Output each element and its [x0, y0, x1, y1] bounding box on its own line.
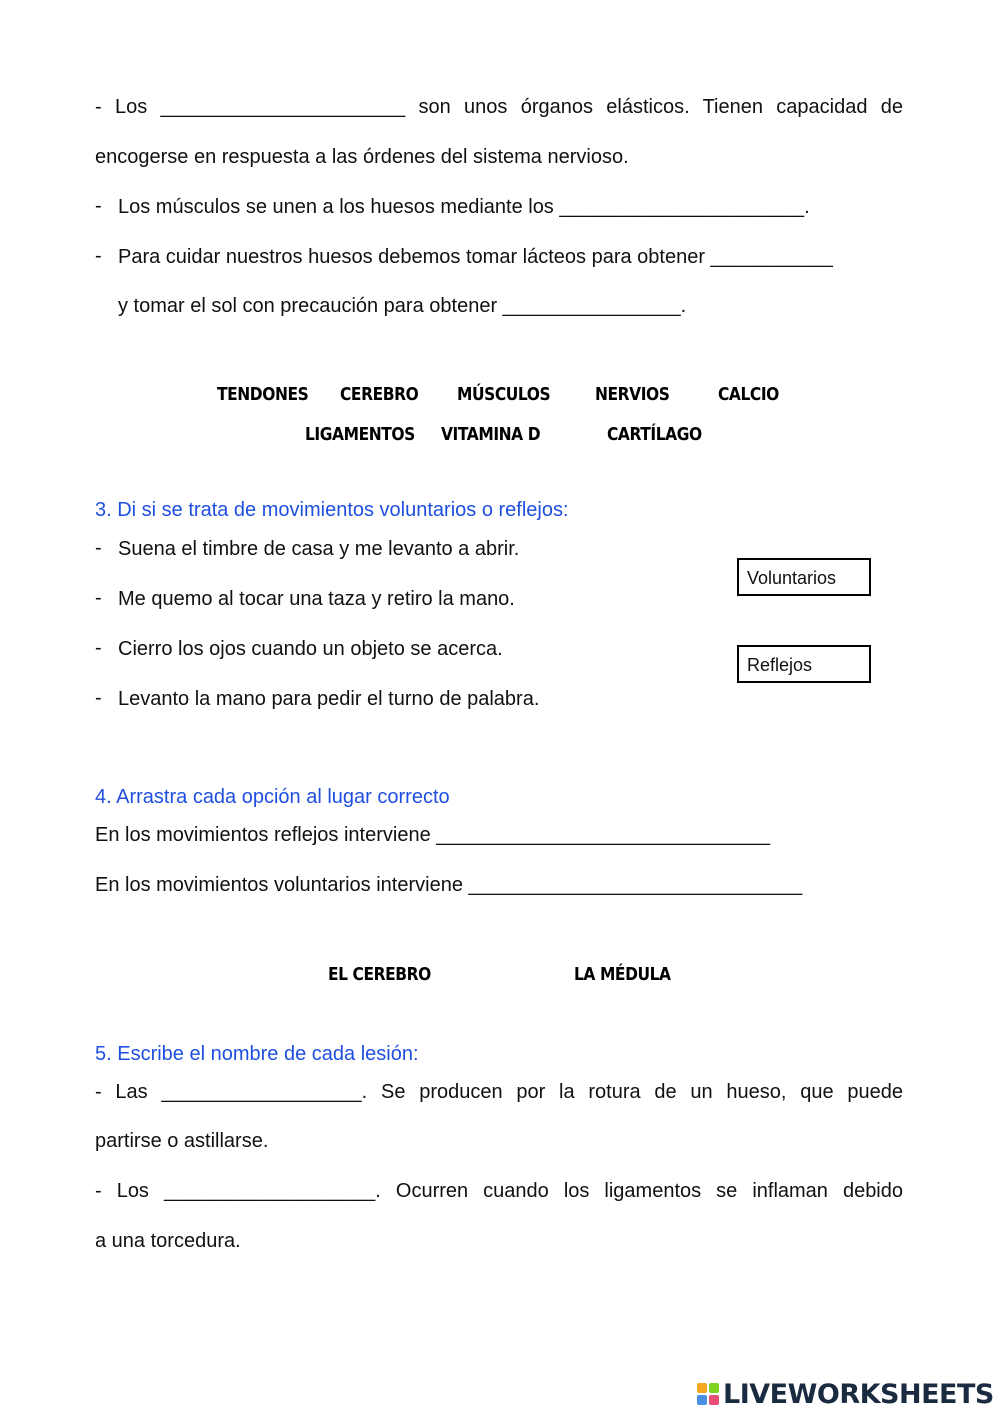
bullet-dash: - — [95, 537, 102, 559]
voluntary-sentence: En los movimientos voluntarios interviene ______________________________ — [95, 874, 803, 896]
word-option-el-cerebro[interactable]: EL CEREBRO — [328, 964, 431, 985]
injury-fracture-line1: - Las __________________. Se producen por la rotura de un hueso, que puede — [95, 1081, 903, 1103]
movement-item[interactable]: Suena el timbre de casa y me levanto a abrir. — [118, 538, 520, 560]
movement-item[interactable]: Cierro los ojos cuando un objeto se acerca. — [118, 638, 503, 660]
injury-sprain-line1: - Los ___________________. Ocurren cuando los ligamentos se inflaman debido — [95, 1180, 903, 1202]
injury-fracture-line2: partirse o astillarse. — [95, 1130, 269, 1152]
movement-item[interactable]: Levanto la mano para pedir el turno de palabra. — [118, 688, 540, 710]
word-option-ligamentos[interactable]: LIGAMENTOS — [305, 424, 415, 445]
sentence-bones-line1: Para cuidar nuestros huesos debemos tomar lácteos para obtener ___________ — [118, 246, 833, 268]
reflex-sentence: En los movimientos reflejos interviene ______________________________ — [95, 824, 770, 846]
word-option-cartilago[interactable]: CARTÍLAGO — [607, 424, 702, 445]
liveworksheets-logo-text: LIVEWORKSHEETS — [723, 1378, 994, 1410]
sentence-muscles-line1: - Los ______________________ son unos órganos elásticos. Tienen capacidad de — [95, 96, 903, 118]
liveworksheets-logo — [697, 1379, 994, 1409]
section-5-heading: 5. Escribe el nombre de cada lesión: — [95, 1043, 419, 1065]
word-option-musculos[interactable]: MÚSCULOS — [457, 384, 551, 405]
movement-item[interactable]: Me quemo al tocar una taza y retiro la mano. — [118, 588, 515, 610]
injury-sprain-line2: a una torcedura. — [95, 1230, 241, 1252]
bullet-dash: - — [95, 637, 102, 659]
word-option-la-medula[interactable]: LA MÉDULA — [574, 964, 671, 985]
word-option-nervios[interactable]: NERVIOS — [595, 384, 670, 405]
section-4-heading: 4. Arrastra cada opción al lugar correcto — [95, 786, 450, 808]
sentence-tendons: Los músculos se unen a los huesos mediante los ______________________. — [118, 196, 810, 218]
drop-box-reflejos[interactable]: Reflejos — [737, 645, 871, 683]
bullet-dash: - — [95, 687, 102, 709]
word-option-tendones[interactable]: TENDONES — [217, 384, 309, 405]
drop-box-voluntarios[interactable]: Voluntarios — [737, 558, 871, 596]
bullet-dash: - — [95, 587, 102, 609]
sentence-bones-line2: y tomar el sol con precaución para obtener ________________. — [118, 295, 687, 317]
bullet-dash: - — [95, 245, 102, 267]
liveworksheets-logo-icon — [697, 1383, 719, 1405]
word-option-calcio[interactable]: CALCIO — [718, 384, 779, 405]
word-option-vitamina-d[interactable]: VITAMINA D — [441, 424, 541, 445]
sentence-muscles-line2: encogerse en respuesta a las órdenes del sistema nervioso. — [95, 146, 629, 168]
section-3-heading: 3. Di si se trata de movimientos voluntarios o reflejos: — [95, 499, 569, 521]
bullet-dash: - — [95, 195, 102, 217]
word-option-cerebro[interactable]: CEREBRO — [340, 384, 419, 405]
